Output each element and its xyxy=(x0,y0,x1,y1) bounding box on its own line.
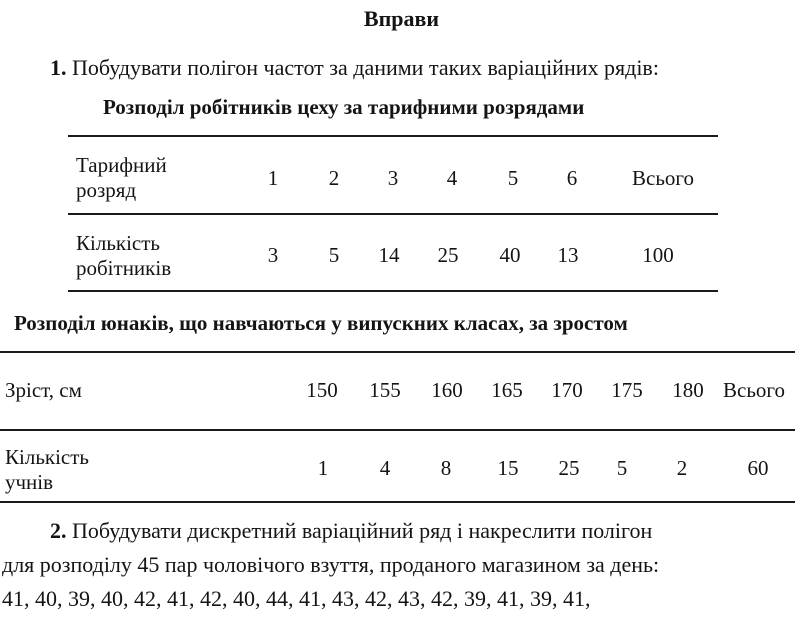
table-2-middle-rule xyxy=(0,429,795,431)
exercise-1-number: 1. xyxy=(50,55,67,80)
table-1-row-2-value: 14 xyxy=(378,243,400,267)
exercise-2-line-3: 41, 40, 39, 40, 42, 41, 42, 40, 44, 41, 43, 42, 43, 42, 39, 41, 39, 41, xyxy=(2,586,591,611)
table-2-row-2-value: 25 xyxy=(558,456,580,480)
table-2-bottom-rule xyxy=(0,501,795,503)
table-1-row-2-value: 13 xyxy=(557,243,579,267)
table-1-title: Розподіл робітників цеху за тарифними розрядами xyxy=(103,95,585,119)
table-1-row-1-total: Всього xyxy=(632,166,694,190)
table-2-row-2-value: 1 xyxy=(317,456,329,480)
table-2-row-1-value: 165 xyxy=(491,378,523,402)
table-1-row-1-value: 3 xyxy=(387,166,399,190)
page-heading: Вправи xyxy=(363,6,440,31)
table-1-bottom-rule xyxy=(68,290,718,292)
table-1-row-1-label: Тарифний розряд xyxy=(76,153,167,202)
table-2-row-2-value: 2 xyxy=(676,456,688,480)
table-1-top-rule xyxy=(68,135,718,137)
table-2-row-1-label: Зріст, см xyxy=(5,378,82,402)
exercise-2-line-2: для розподілу 45 пар чоловічого взуття, проданого магазином за день: xyxy=(2,552,660,577)
table-1-row-1-value: 6 xyxy=(566,166,578,190)
table-2-row-1-value: 175 xyxy=(611,378,643,402)
table-2-title: Розподіл юнаків, що навчаються у випускних класах, за зростом xyxy=(14,311,628,335)
table-2-row-2-value: 8 xyxy=(440,456,452,480)
table-2-row-2-total: 60 xyxy=(747,456,769,480)
table-1-row-2-total: 100 xyxy=(642,243,674,267)
table-1-row-2-value: 40 xyxy=(499,243,521,267)
table-2-row-1-value: 170 xyxy=(551,378,583,402)
exercise-2-line-1: 2. Побудувати дискретний варіаційний ряд і накреслити полігон xyxy=(50,518,653,543)
table-2-top-rule xyxy=(0,351,795,353)
table-1-row-1-value: 4 xyxy=(446,166,458,190)
table-2-row-2-value: 5 xyxy=(616,456,628,480)
table-2-row-1-value: 150 xyxy=(306,378,338,402)
table-2-row-1-value: 160 xyxy=(431,378,463,402)
table-2-row-2-label: Кількість учнів xyxy=(5,445,90,494)
table-1-row-2-value: 5 xyxy=(328,243,340,267)
table-2-row-2-value: 15 xyxy=(497,456,519,480)
exercise-2-number: 2. xyxy=(50,518,67,543)
table-2-row-1-value: 180 xyxy=(672,378,704,402)
table-2-row-1-value: 155 xyxy=(369,378,401,402)
table-1-row-2-label: Кількість робітників xyxy=(76,231,172,280)
table-1-row-2-value: 3 xyxy=(267,243,279,267)
table-1-middle-rule xyxy=(68,213,718,215)
table-2-row-2-value: 4 xyxy=(379,456,391,480)
table-2-row-1-total: Всього xyxy=(723,378,785,402)
table-1-row-1-value: 1 xyxy=(267,166,279,190)
exercise-1 xyxy=(50,55,659,81)
table-1-row-1-value: 2 xyxy=(328,166,340,190)
table-1-row-1-value: 5 xyxy=(507,166,519,190)
table-1-row-2-value: 25 xyxy=(437,243,459,267)
exercise-1-text: Побудувати полігон частот за даними таких варіаційних рядів: xyxy=(72,55,659,80)
